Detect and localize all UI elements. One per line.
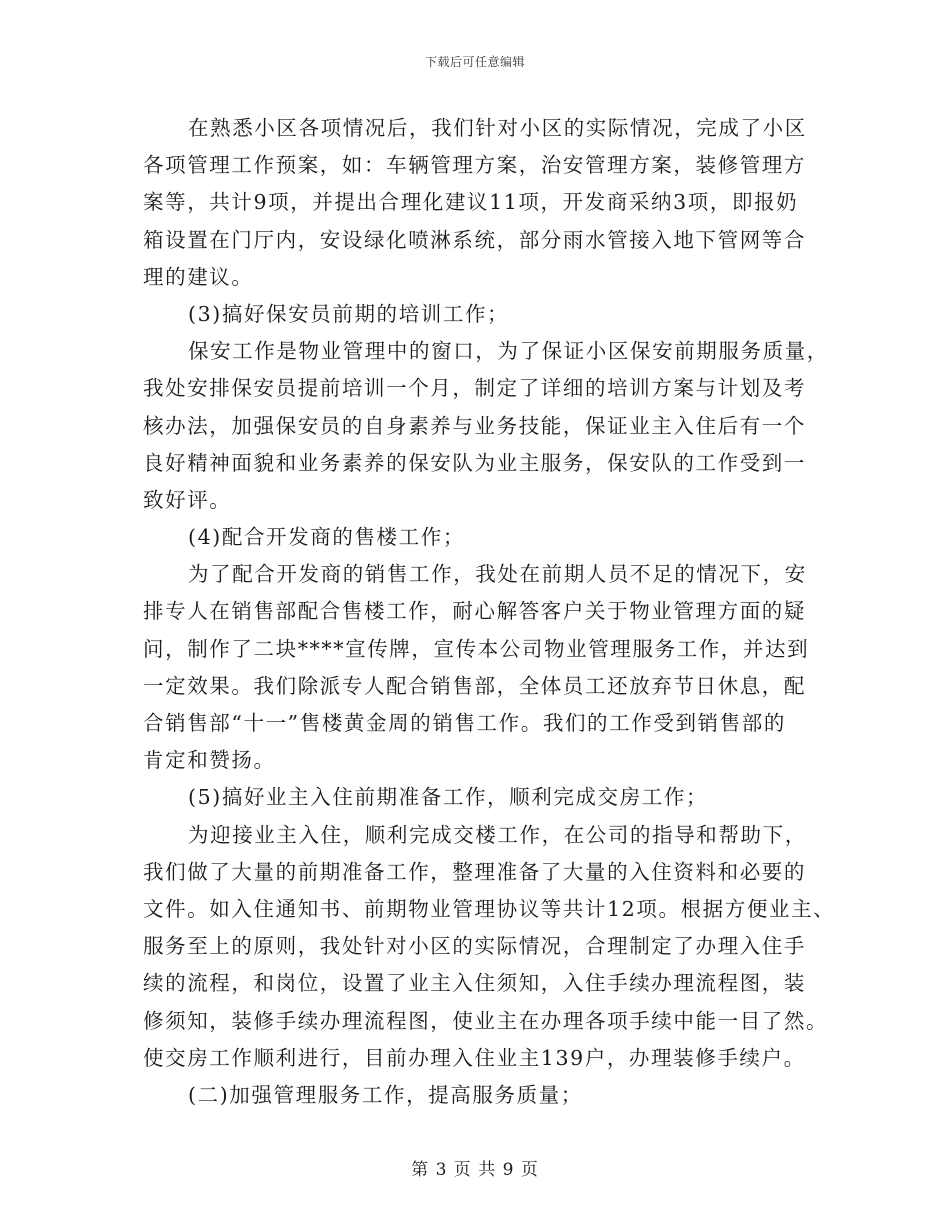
page-number: 第 3 页 共 9 页 [411,1160,539,1180]
text-line: 为迎接业主入住，顺利完成交楼工作，在公司的指导和帮助下， [188,822,807,847]
text-line: 案等，共计9项，并提出合理化建议11项，开发商采纳3项，即报奶 [143,190,799,215]
text-line: 修须知，装修手续办理流程图，使业主在办理各项手续中能一目了然。 [143,1008,829,1033]
text-line: 我们做了大量的前期准备工作，整理准备了大量的入住资料和必要的 [143,859,806,884]
text-line: 良好精神面貌和业务素养的保安队为业主服务，保安队的工作受到一 [143,450,806,475]
text-line: 理的建议。 [143,264,254,289]
text-line: 文件。如入住通知书、前期物业管理协议等共计12项。根据方便业主、 [143,896,836,921]
text-line: 排专人在销售部配合售楼工作，耐心解答客户关于物业管理方面的疑 [143,599,806,624]
text-line: (二)加强管理服务工作，提高服务质量； [188,1082,583,1107]
text-line: 我处安排保安员提前培训一个月，制定了详细的培训方案与计划及考 [143,376,806,401]
text-line: (4)配合开发商的售楼工作； [188,525,465,550]
page-header: 下载后可任意编辑 [424,55,525,69]
text-line: 使交房工作顺利进行，目前办理入住业主139户，办理装修手续户。 [143,1045,806,1070]
text-line: 在熟悉小区各项情况后，我们针对小区的实际情况，完成了小区 [188,116,807,140]
text-line: 服务至上的原则，我处针对小区的实际情况，合理制定了办理入住手 [143,934,806,959]
text-line: 核办法，加强保安员的自身素养与业务技能，保证业主入住后有一个 [143,413,806,438]
text-line: 保安工作是物业管理中的窗口，为了保证小区保安前期服务质量， [188,339,829,364]
text-line: 续的流程，和岗位，设置了业主入住须知，入住手续办理流程图，装 [143,971,806,996]
text-line: 合销售部“十一”售楼黄金周的销售工作。我们的工作受到销售部的 [143,711,786,735]
text-line: (5)搞好业主入住前期准备工作，顺利完成交房工作； [188,785,709,810]
text-line: (3)搞好保安员前期的培训工作； [188,301,510,326]
text-line: 肯定和赞扬。 [143,748,276,773]
text-line: 为了配合开发商的销售工作，我处在前期人员不足的情况下，安 [188,562,807,587]
text-line: 一定效果。我们除派专人配合销售部，全体员工还放弃节日休息，配 [143,673,806,698]
document-body [143,110,836,1114]
text-line: 致好评。 [143,487,232,512]
text-line: 各项管理工作预案，如：车辆管理方案，治安管理方案，装修管理方 [143,153,806,178]
text-line: 问，制作了二块****宣传牌，宣传本公司物业管理服务工作，并达到 [143,636,810,661]
text-line: 箱设置在门厅内，安设绿化喷淋系统，部分雨水管接入地下管网等合 [143,227,806,252]
